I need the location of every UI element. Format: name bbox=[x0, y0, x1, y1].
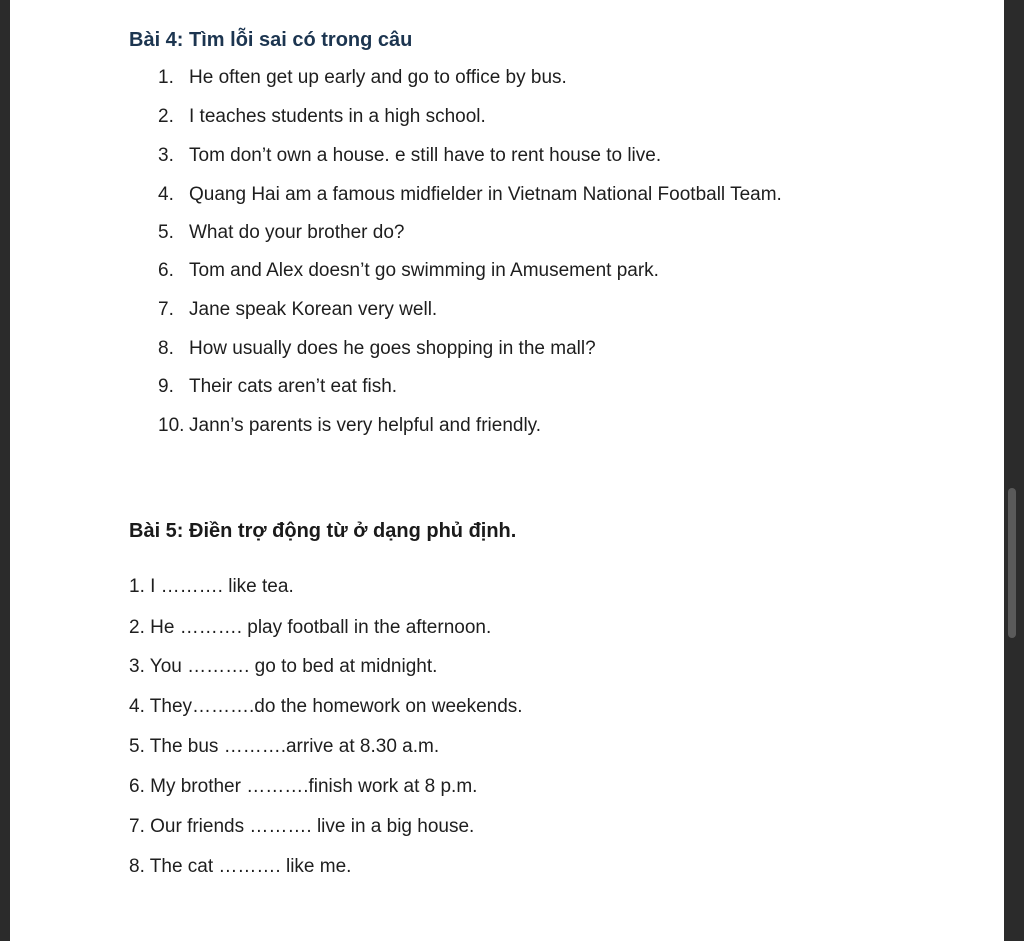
section-5-item: 2. He ………. play football in the afternoon. bbox=[129, 617, 492, 638]
vertical-scrollbar-thumb[interactable] bbox=[1008, 488, 1016, 638]
section-5-item: 7. Our friends ………. live in a big house. bbox=[129, 816, 475, 837]
section-4-item bbox=[158, 414, 541, 438]
item-number: 10. bbox=[158, 415, 185, 436]
section-4-item bbox=[158, 105, 486, 129]
section-4-title: Bài 4: Tìm lỗi sai có trong câu bbox=[129, 29, 413, 51]
section-4-item bbox=[158, 144, 661, 168]
section-4-item bbox=[158, 259, 659, 283]
section-5-item: 4. They……….do the homework on weekends. bbox=[129, 696, 523, 717]
section-5-item: 6. My brother ……….finish work at 8 p.m. bbox=[129, 776, 478, 797]
item-text: What do your brother do? bbox=[189, 222, 405, 243]
section-4-item bbox=[158, 375, 397, 399]
section-4-item bbox=[158, 337, 596, 361]
item-number: 4. bbox=[158, 184, 174, 205]
item-number: 6. bbox=[158, 260, 174, 281]
section-5-item: 3. You ………. go to bed at midnight. bbox=[129, 656, 438, 677]
item-text: Tom and Alex doesn’t go swimming in Amusement park. bbox=[189, 260, 659, 281]
item-text: I teaches students in a high school. bbox=[189, 106, 486, 127]
item-number: 3. bbox=[158, 145, 174, 166]
section-4-item bbox=[158, 221, 404, 245]
item-text: He often get up early and go to office by bus. bbox=[189, 67, 567, 88]
section-4-item bbox=[158, 183, 782, 207]
section-4-item bbox=[158, 66, 567, 90]
item-number: 8. bbox=[158, 338, 174, 359]
section-5-item: 8. The cat ………. like me. bbox=[129, 856, 352, 877]
item-number: 1. bbox=[158, 67, 174, 88]
item-text: Jane speak Korean very well. bbox=[189, 299, 438, 320]
item-text: Their cats aren’t eat fish. bbox=[189, 376, 398, 397]
item-number: 2. bbox=[158, 106, 174, 127]
document-page bbox=[10, 0, 1004, 941]
item-text: How usually does he goes shopping in the mall? bbox=[189, 338, 596, 359]
section-5-item: 5. The bus ……….arrive at 8.30 a.m. bbox=[129, 736, 440, 757]
section-5-title: Bài 5: Điền trợ động từ ở dạng phủ định. bbox=[129, 520, 517, 542]
item-number: 7. bbox=[158, 299, 174, 320]
section-4-item bbox=[158, 298, 437, 322]
right-gutter bbox=[1004, 0, 1024, 941]
item-text: Tom don’t own a house. e still have to rent house to live. bbox=[189, 145, 662, 166]
item-text: Jann’s parents is very helpful and friendly. bbox=[189, 415, 542, 436]
left-gutter bbox=[0, 0, 10, 941]
item-text: Quang Hai am a famous midfielder in Vietnam National Football Team. bbox=[189, 184, 782, 205]
item-number: 9. bbox=[158, 376, 174, 397]
item-number: 5. bbox=[158, 222, 174, 243]
section-5-item: 1. I ………. like tea. bbox=[129, 576, 294, 597]
